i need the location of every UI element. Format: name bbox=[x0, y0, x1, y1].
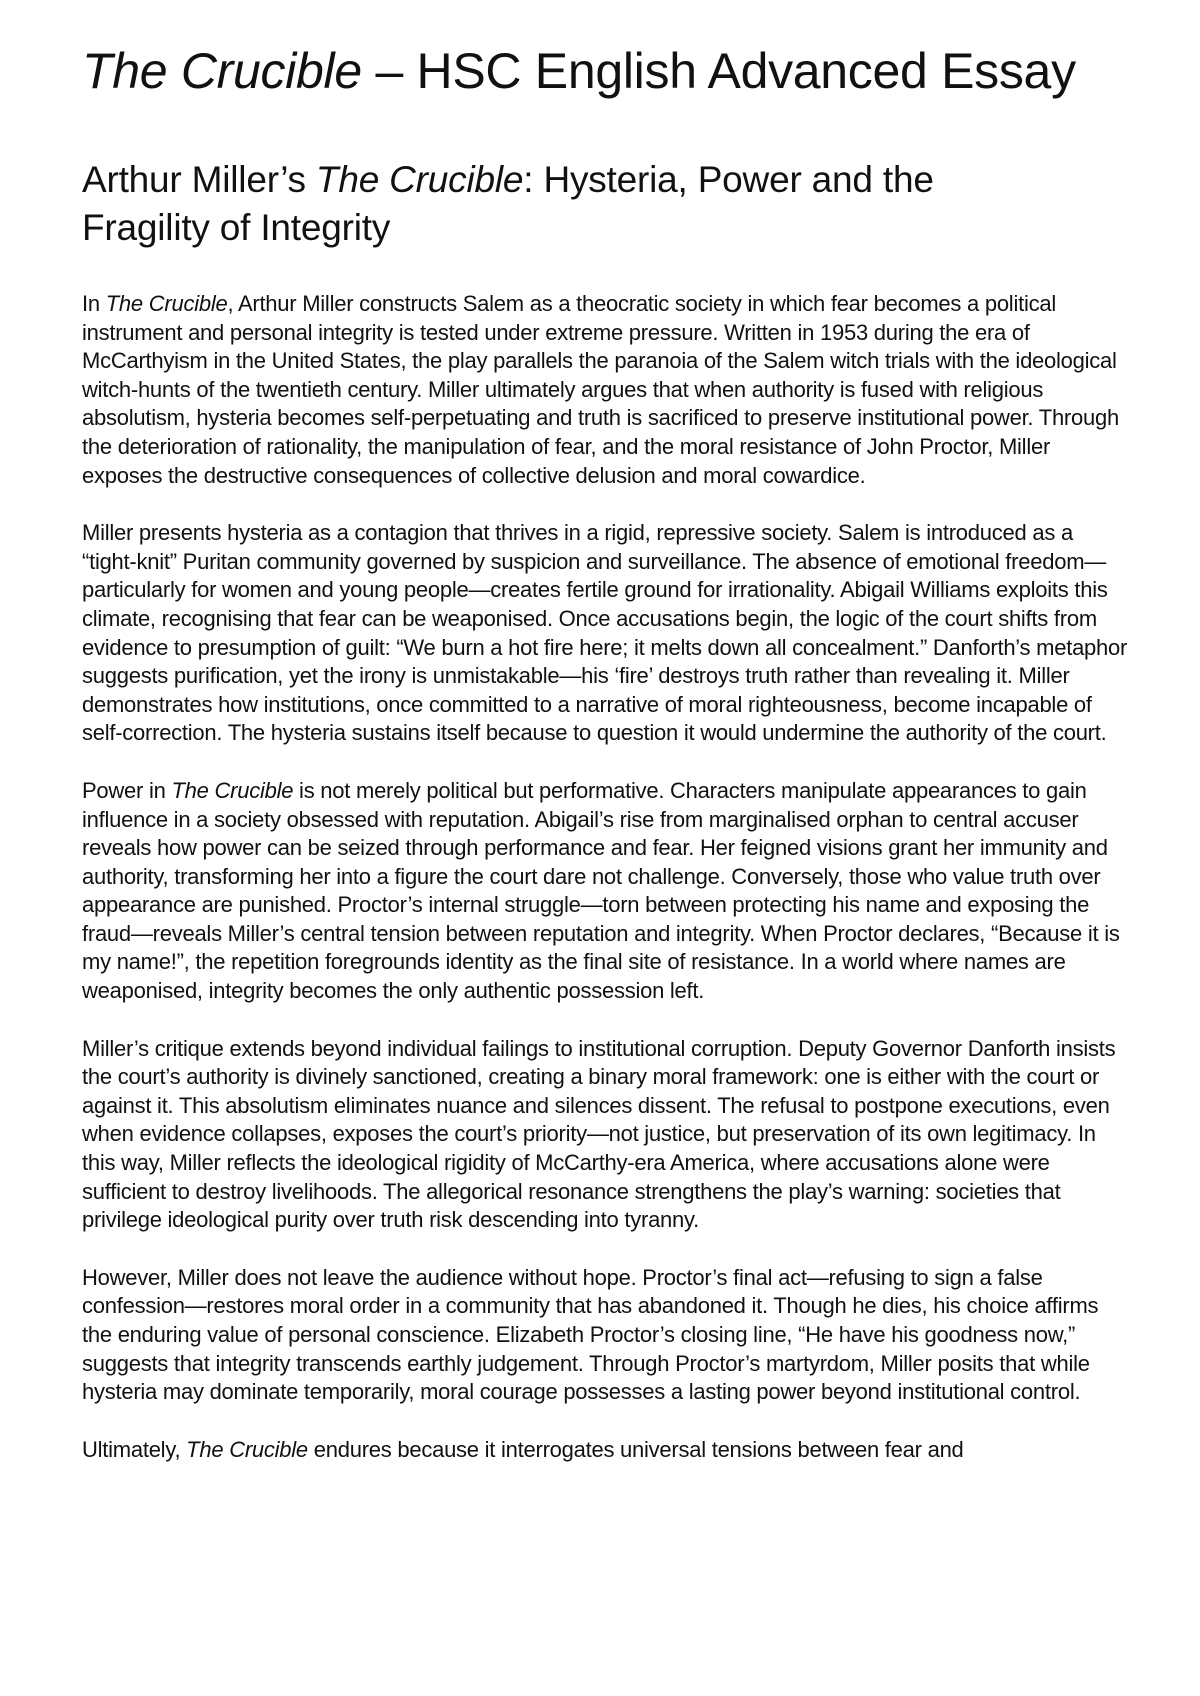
paragraph-introduction bbox=[82, 290, 1132, 490]
document-title bbox=[82, 38, 1132, 104]
paragraph-conclusion bbox=[82, 1436, 1132, 1465]
essay-body bbox=[82, 290, 1132, 1464]
paragraph-text: Miller presents hysteria as a contagion that thrives in a rigid, repressive society. Salem is introduced as a “tight-knit” Puritan community governed by suspicion and surveillance. The absence of emotional freedom—particularly for women and young people—creates fertile ground for irrationality. Abigail Williams exploits this climate, recognising that fear can be weaponised. Once accusations begin, the logic of the court shifts from evidence to presumption of guilt: “We burn a hot fire here; it melts down all concealment.” Danforth’s metaphor suggests purification, yet the irony is unmistakable—his ‘fire’ destroys truth rather than revealing it. Miller demonstrates how institutions, once committed to a narrative of moral righteousness, become incapable of self-correction. The hysteria sustains itself because to question it would undermine the authority of the court. bbox=[82, 520, 1128, 746]
title-rest: – HSC English Advanced Essay bbox=[361, 43, 1076, 99]
paragraph-text: Miller’s critique extends beyond individual failings to institutional corruption. Deputy Governor Danforth insists the court’s authority is divinely sanctioned, creating a binary moral framework: one is either with the court or against it. This absolutism eliminates nuance and silences dissent. The refusal to postpone executions, even when evidence collapses, exposes the court’s priority—not justice, but preservation of its own legitimacy. In this way, Miller reflects the ideological rigidity of McCarthy-era America, where accusations alone were sufficient to destroy livelihoods. The allegorical resonance strengthens the play’s warning: societies that privilege ideological purity over truth risk descending into tyranny. bbox=[82, 1035, 1116, 1233]
paragraph-text: endures because it interrogates universal tensions between fear and bbox=[307, 1436, 964, 1462]
paragraph-italic: The Crucible bbox=[105, 291, 228, 316]
heading-before: Arthur Miller’s bbox=[82, 159, 316, 200]
paragraph-text: Ultimately, bbox=[82, 1436, 187, 1462]
document-page bbox=[82, 38, 1132, 1493]
paragraph-text: However, Miller does not leave the audience without hope. Proctor’s final act—refusing to sign a false confession—restores moral order in a community that has abandoned it. Though he dies, his choice affirms the enduring value of personal conscience. Elizabeth Proctor’s closing line, “He have his goodness now,” suggests that integrity transcends earthly judgement. Through Proctor’s martyrdom, Miller posits that while hysteria may dominate temporarily, moral courage possesses a lasting power beyond institutional control. bbox=[82, 1264, 1099, 1405]
paragraph-power bbox=[82, 777, 1132, 1006]
paragraph-text: is not merely political but performative. Characters manipulate appearances to gain influence in a society obsessed with reputation. Abigail’s rise from marginalised orphan to central accuser reveals how power can be seized through performance and fear. Her feigned visions grant her immunity and authority, transforming her into a figure the court dare not challenge. Conversely, those who value truth over appearance are punished. Proctor’s internal struggle—torn between protecting his name and exposing the fraud—reveals Miller’s central tension between reputation and integrity. When Proctor declares, “Because it is my name!”, the repetition foregrounds identity as the final site of resistance. In a world where names are weaponised, integrity becomes the only authentic possession left. bbox=[82, 777, 1120, 1004]
paragraph-text: Power in bbox=[82, 777, 172, 803]
paragraph-hope bbox=[82, 1264, 1132, 1407]
title-italic: The Crucible bbox=[82, 43, 362, 99]
paragraph-hysteria bbox=[82, 519, 1132, 748]
paragraph-text: In bbox=[82, 291, 106, 316]
paragraph-italic: The Crucible bbox=[186, 1436, 308, 1462]
paragraph-text: , Arthur Miller constructs Salem as a theocratic society in which fear becomes a political instrument and personal integrity is tested under extreme pressure. Written in 1953 during the era of McCarthyism in the United States, the play parallels the paranoia of the Salem witch trials with the ideological witch-hunts of the twentieth century. Miller ultimately argues that when authority is fused with religious absolutism, hysteria becomes self-perpetuating and truth is sacrificed to preserve institutional power. Through the deterioration of rationality, the manipulation of fear, and the moral resistance of John Proctor, Miller exposes the destructive consequences of collective delusion and moral cowardice. bbox=[82, 291, 1119, 488]
heading-after: : Hysteria, Power and the Fragility of Integrity bbox=[82, 159, 934, 248]
essay-heading bbox=[82, 156, 1042, 252]
paragraph-institutions bbox=[82, 1035, 1132, 1235]
paragraph-italic: The Crucible bbox=[171, 777, 294, 803]
heading-italic: The Crucible bbox=[315, 159, 524, 200]
